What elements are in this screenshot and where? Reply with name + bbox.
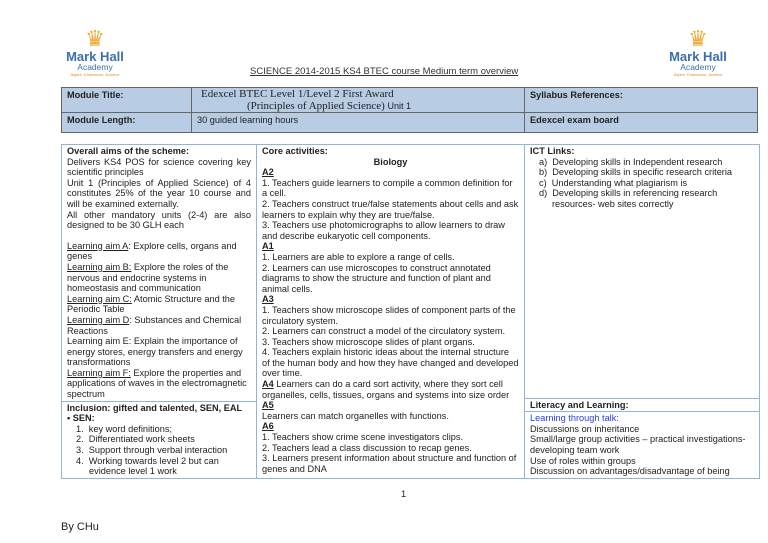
logo-sub: Academy — [680, 62, 716, 72]
learning-aim: Learning aim B: Explore the roles of the nervous and endocrine systems in homeostasis and communication — [67, 261, 229, 294]
document-title: SCIENCE 2014-2015 KS4 BTEC course Medium term overview — [250, 66, 519, 77]
logo-left — [60, 28, 130, 78]
activity-line: 4. Teachers explain historic ideas about the internal structure of the human body and how they have changed and developed over time. — [262, 347, 519, 379]
sen-item: 3. Support through verbal interaction — [76, 445, 228, 456]
ict-item: c) Understanding what plagiarism is — [539, 177, 688, 188]
module-title-label: Module Title: — [62, 88, 192, 113]
learning-aim: Learning aim E: Explain the importance of energy stores, energy transfers and energy transformations — [67, 336, 243, 368]
activity-line: 3. Teachers use photomicrographs to allow learners to draw and describe eukaryotic cell components. — [262, 220, 505, 241]
literacy-line: Discussion on advantages/disadvantage of being — [530, 466, 730, 477]
page-number: 1 — [400, 488, 407, 499]
inclusion-heading: Inclusion: gifted and talented, SEN, EAL — [67, 402, 243, 413]
ict-section — [525, 145, 759, 398]
literacy-line: Use of roles within groups — [530, 455, 636, 466]
section-label: A3 — [262, 294, 274, 305]
logo-right — [663, 28, 733, 78]
ict-item: d) Developing skills in referencing research resources- web sites correctly — [539, 188, 718, 209]
logo-motto: Aspire, Endeavour, Achieve — [70, 72, 120, 77]
ict-item: b) Developing skills in specific research criteria — [539, 167, 733, 178]
section-label: A6 — [262, 421, 274, 432]
scheme-table — [61, 144, 760, 479]
module-title-line2: (Principles of Applied Science) — [247, 100, 385, 112]
aims-heading: Overall aims of the scheme: — [67, 146, 190, 156]
ict-heading: ICT Links: — [530, 146, 575, 156]
literacy-line: Small/large group activities – practical investigations- developing team work — [530, 434, 746, 456]
section-label: A5 — [262, 400, 274, 411]
activity-line: 2. Teachers lead a class discussion to recap genes. — [262, 442, 472, 453]
sen-label: • SEN: — [67, 413, 95, 424]
subject-heading: Biology — [373, 156, 408, 167]
logo-name: Mark Hall — [669, 49, 727, 64]
activity-line: Learners can match organelles with functions. — [262, 410, 449, 421]
module-unit: Unit 1 — [387, 101, 412, 111]
activity-line: A4 Learners can do a card sort activity, where they sort cell organelles, cells, tissues, organs and systems into size order — [262, 379, 510, 400]
ict-item: a) Developing skills in Independent research — [539, 156, 723, 167]
section-label: A2 — [262, 167, 274, 178]
crest-icon: ♛ — [688, 26, 708, 51]
literacy-line: Discussions on inheritance — [530, 423, 640, 434]
syllabus-label: Syllabus References: — [525, 88, 758, 113]
learning-aim: Learning aim A: Explore cells, organs and genes — [67, 240, 237, 262]
aims-text: All other mandatory units (2-4) are also designed to be 30 GLH each — [67, 209, 251, 231]
aims-section — [62, 145, 256, 401]
main-content — [61, 144, 760, 534]
learning-aim: Learning aim D: Substances and Chemical Reactions — [67, 314, 242, 336]
inclusion-section — [62, 401, 256, 478]
section-label: A1 — [262, 241, 274, 252]
crest-icon: ♛ — [85, 26, 105, 51]
activity-line: 1. Teachers guide learners to compile a common definition for a cell. — [262, 177, 513, 199]
literacy-subheading: Learning through talk: — [530, 413, 619, 424]
core-heading: Core activities: — [262, 146, 328, 156]
logo-motto: Aspire, Endeavour, Achieve — [673, 72, 723, 77]
ict-column — [525, 145, 759, 478]
sen-item: 2. Differentiated work sheets — [76, 434, 195, 445]
activity-line: 2. Teachers construct true/false statements about cells and ask learners to explain why they are true/false. — [262, 198, 519, 220]
module-header-table — [61, 87, 758, 133]
module-length-label: Module Length: — [62, 113, 192, 132]
module-title-line1: Edexcel BTEC Level 1/Level 2 First Award — [201, 88, 394, 100]
literacy-heading: Literacy and Learning: — [525, 398, 759, 412]
module-title-value — [192, 88, 525, 113]
aims-text: Unit 1 (Principles of Applied Science) of 4 constitutes 25% of the year 10 course and will be examined externally. — [67, 177, 251, 209]
activity-line: 2. Learners can construct a model of the circulatory system. — [262, 326, 506, 337]
aims-column — [62, 145, 257, 478]
activity-line: 1. Teachers show microscope slides of component parts of the circulatory system. — [262, 304, 516, 326]
aims-text: Delivers KS4 POS for science covering key scientific principles — [67, 156, 251, 178]
learning-aim: Learning aim F: Explore the properties and applications of waves in the electromagnetic spectrum — [67, 367, 247, 400]
logo-name: Mark Hall — [66, 49, 124, 64]
sen-item: 1. key word definitions; — [76, 423, 173, 434]
core-activities-column — [257, 145, 525, 478]
activity-line: 3. Teachers show microscope slides of plant organs. — [262, 336, 475, 347]
activity-line: 2. Learners can use microscopes to construct annotated diagrams to show the structure and function of plant and animal cells. — [262, 262, 491, 294]
exam-board: Edexcel exam board — [530, 115, 619, 125]
activity-line: 3. Learners present information about structure and function of genes and DNA — [262, 453, 517, 474]
module-length-value: 30 guided learning hours — [192, 113, 525, 132]
literacy-section — [525, 411, 759, 478]
activity-line: 1. Teachers show crime scene investigators clips. — [262, 432, 464, 443]
activity-line: 1. Learners are able to explore a range of cells. — [262, 251, 455, 262]
logo-sub: Academy — [77, 62, 113, 72]
sen-item: 4. Working towards level 2 but can evidence level 1 work — [76, 455, 219, 477]
author: By CHu — [61, 521, 99, 534]
learning-aim: Learning aim C: Atomic Structure and the Periodic Table — [67, 293, 236, 315]
